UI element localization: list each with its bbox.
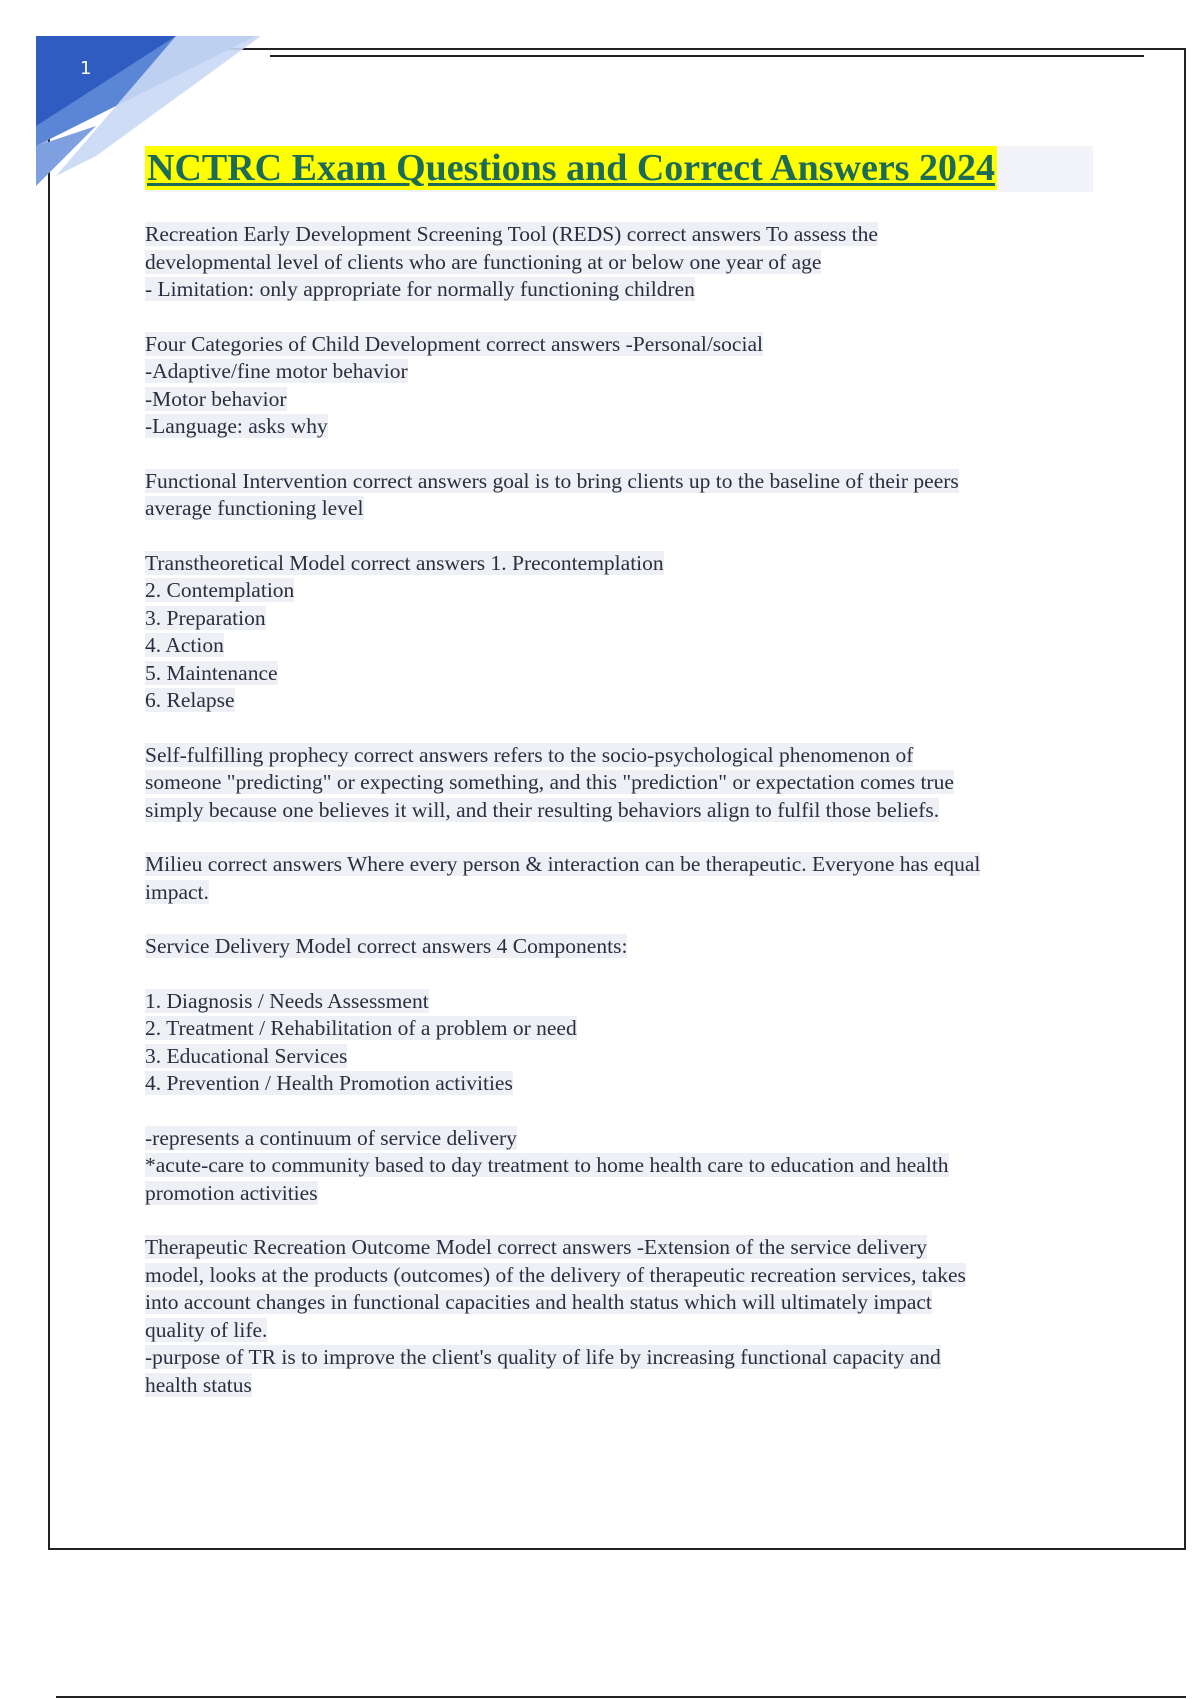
text-line [145, 988, 1095, 1016]
text-line-content: 3. Educational Services [145, 1043, 348, 1068]
text-line-content: 2. Treatment / Rehabilitation of a problem or need [145, 1016, 577, 1040]
qa-block-transtheoretical [145, 550, 1095, 715]
text-line [145, 797, 1095, 825]
text-line [145, 276, 1095, 304]
footer-rule [56, 1696, 1186, 1698]
text-line [145, 1289, 1095, 1317]
text-line [145, 413, 1095, 441]
text-line-content: average functioning level [145, 496, 364, 520]
header-rule [270, 55, 1144, 57]
text-line [145, 632, 1095, 660]
text-line [145, 1234, 1095, 1262]
text-line [145, 577, 1095, 605]
qa-block-child-development [145, 331, 1095, 441]
text-line-content: 2. Contemplation [145, 578, 295, 602]
text-line-content: simply because one believes it will, and their resulting behaviors align to fulfil those beliefs. [145, 797, 940, 822]
text-line-content: into account changes in functional capacities and health status which will ultimately impact [145, 1290, 932, 1314]
qa-block-functional-intervention [145, 468, 1095, 523]
text-line-content: someone "predicting" or expecting something, and this "prediction" or expectation comes true [145, 770, 954, 794]
text-line [145, 468, 1095, 496]
text-line [145, 1152, 1095, 1180]
page-number: 1 [80, 58, 92, 79]
text-line-content: developmental level of clients who are functioning at or below one year of age [145, 249, 822, 274]
text-line [145, 1043, 1095, 1071]
text-line [145, 1015, 1095, 1043]
text-line-content: 3. Preparation [145, 605, 266, 630]
text-line [145, 1344, 1095, 1372]
text-line-content: -Adaptive/fine motor behavior [145, 359, 408, 383]
text-line [145, 1317, 1095, 1345]
text-line-content: Four Categories of Child Development correct answers -Personal/social [145, 331, 763, 356]
text-line-content: Self-fulfilling prophecy correct answers refers to the socio-psychological phenomenon of [145, 742, 914, 767]
qa-block-service-delivery [145, 933, 1095, 961]
text-line-content: 5. Maintenance [145, 660, 278, 685]
text-line-content: -represents a continuum of service delivery [145, 1125, 517, 1150]
text-line-content: impact. [145, 879, 209, 904]
text-line [145, 1180, 1095, 1208]
text-line [145, 742, 1095, 770]
text-line-content: Recreation Early Development Screening Tool (REDS) correct answers To assess the [145, 222, 878, 246]
text-line-content: -purpose of TR is to improve the client's quality of life by increasing functional capacity and [145, 1345, 941, 1369]
text-line [145, 1262, 1095, 1290]
text-line-content: 1. Diagnosis / Needs Assessment [145, 988, 429, 1013]
document-body [145, 221, 1095, 1426]
text-line-content: 4. Action [145, 633, 224, 657]
text-line [145, 1070, 1095, 1098]
text-line [145, 386, 1095, 414]
text-line-content: -Language: asks why [145, 414, 328, 438]
text-line [145, 221, 1095, 249]
text-line-content: Therapeutic Recreation Outcome Model correct answers -Extension of the service delivery [145, 1235, 928, 1259]
text-line [145, 1125, 1095, 1153]
text-line [145, 1372, 1095, 1400]
text-line [145, 249, 1095, 277]
text-line [145, 358, 1095, 386]
text-line-content: Functional Intervention correct answers goal is to bring clients up to the baseline of their peers [145, 468, 959, 493]
text-line [145, 660, 1095, 688]
text-line-content: quality of life. [145, 1317, 268, 1342]
text-line-content: Service Delivery Model correct answers 4 Components: [145, 934, 628, 958]
text-line-content: -Motor behavior [145, 386, 287, 411]
qa-block-service-components [145, 988, 1095, 1098]
qa-block-tr-outcome [145, 1234, 1095, 1399]
text-line-content: *acute-care to community based to day treatment to home health care to education and health [145, 1153, 949, 1177]
text-line [145, 769, 1095, 797]
text-line [145, 879, 1095, 907]
text-line-content: 4. Prevention / Health Promotion activities [145, 1071, 513, 1095]
text-line [145, 331, 1095, 359]
text-line [145, 687, 1095, 715]
text-line [145, 851, 1095, 879]
text-line-content: promotion activities [145, 1180, 318, 1205]
qa-block-self-fulfilling [145, 742, 1095, 825]
text-line [145, 550, 1095, 578]
text-line [145, 495, 1095, 523]
text-line-content: health status [145, 1372, 252, 1397]
text-line-content: model, looks at the products (outcomes) of the delivery of therapeutic recreation services, takes [145, 1262, 966, 1287]
qa-block-milieu [145, 851, 1095, 906]
qa-block-reds [145, 221, 1095, 304]
text-line-content: Transtheoretical Model correct answers 1. Precontemplation [145, 550, 664, 575]
title-bar [145, 146, 1093, 192]
text-line-content: Milieu correct answers Where every person & interaction can be therapeutic. Everyone has equal [145, 852, 981, 876]
text-line [145, 605, 1095, 633]
text-line-content: 6. Relapse [145, 688, 235, 712]
document-title: NCTRC Exam Questions and Correct Answers 2024 [147, 147, 995, 189]
text-line [145, 933, 1095, 961]
text-line-content: - Limitation: only appropriate for normally functioning children [145, 277, 695, 301]
qa-block-continuum [145, 1125, 1095, 1208]
